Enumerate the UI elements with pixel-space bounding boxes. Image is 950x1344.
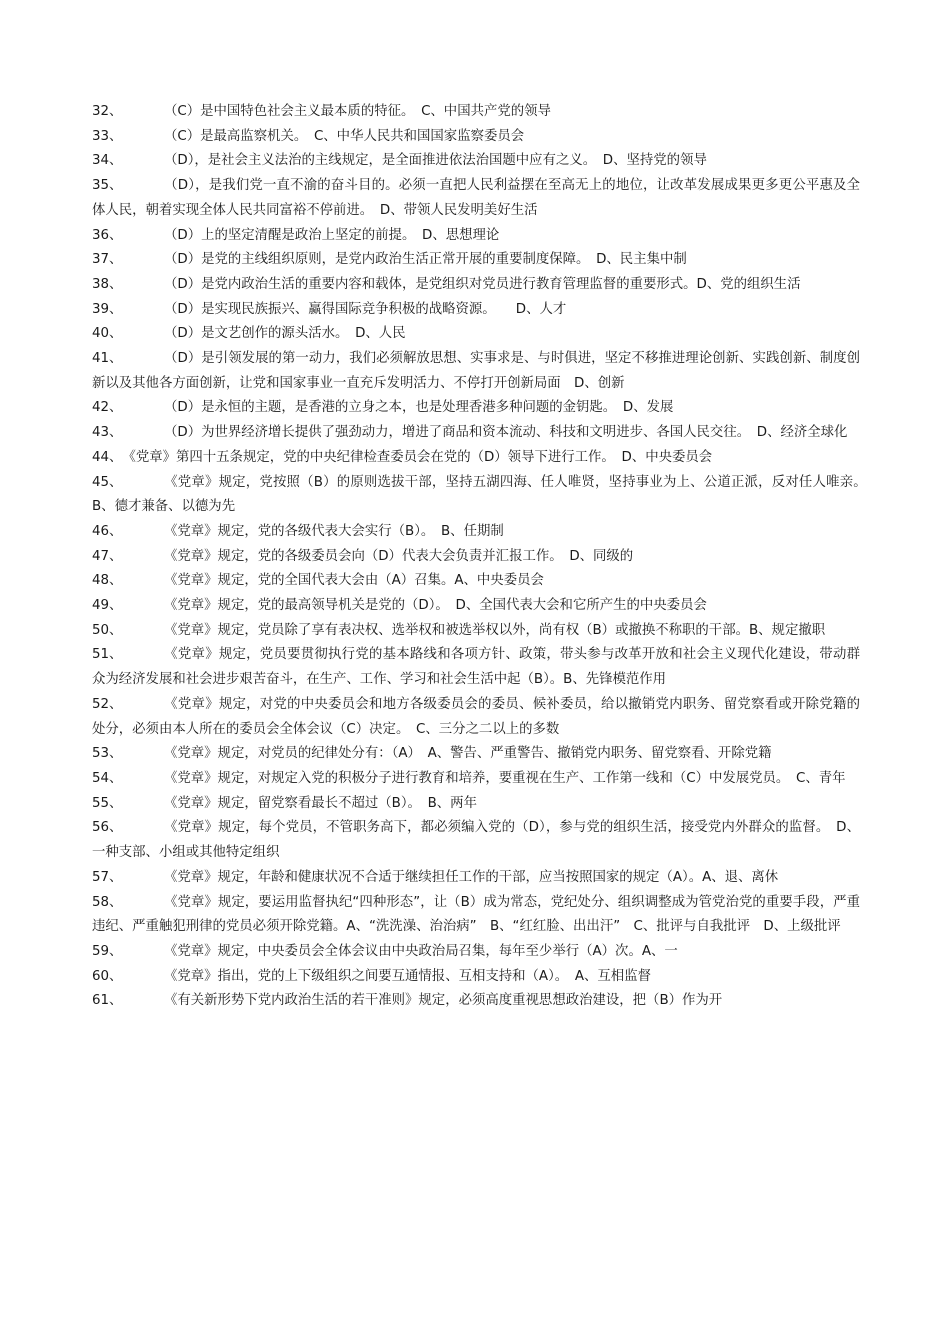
question-number: 34、 xyxy=(92,153,123,169)
question-number: 50、 xyxy=(92,622,123,638)
question-item xyxy=(92,446,860,471)
question-text: （C）是中国特色社会主义最本质的特征。 C、中国共产党的领导 xyxy=(164,104,551,119)
question-number: 51、 xyxy=(92,647,123,663)
question-number: 60、 xyxy=(92,968,123,984)
question-text: 《党章》规定，党按照（B）的原则选拔干部，坚持五湖四海、任人唯贤，坚持事业为上、公道正派，反对任人唯亲。 B、德才兼备、以德为先 xyxy=(92,474,874,515)
question-text: 《党章》规定，对党员的纪律处分有：（A） A、警告、严重警告、撤销党内职务、留党察看、开除党籍 xyxy=(164,746,772,762)
question-text: （C）是最高监察机关。 C、中华人民共和国国家监察委员会 xyxy=(164,128,525,144)
question-text: 《党章》规定，党员除了享有表决权、选举权和被选举权以外，尚有权（B）或撤换不称职的干部。B、规定撤职 xyxy=(164,622,826,638)
question-text: 《党章》规定，留党察看最长不超过（B）。 B、两年 xyxy=(164,795,477,811)
question-item xyxy=(92,891,860,940)
question-item xyxy=(92,273,860,298)
question-item xyxy=(92,989,860,1014)
question-text: （D），是社会主义法治的主线规定，是全面推进依法治国题中应有之义。 D、坚持党的领导 xyxy=(164,153,707,169)
question-item xyxy=(92,545,860,570)
question-number: 36、 xyxy=(92,227,123,243)
question-number: 37、 xyxy=(92,252,123,268)
question-text: 《党章》第四十五条规定，党的中央纪律检查委员会在党的（D）领导下进行工作。 D、中央委员会 xyxy=(122,449,713,465)
question-number: 43、 xyxy=(92,425,123,441)
question-text: 《党章》规定，党的各级代表大会实行（B）。 B、任期制 xyxy=(164,523,504,539)
question-item xyxy=(92,125,860,150)
question-text: 《党章》规定，党员要贯彻执行党的基本路线和各项方针、政策，带头参与改革开放和社会主义现代化建设，带动群众为经济发展和社会进步艰苦奋斗，在生产、工作、学习和社会生活中起（B）。B、先锋模范作用 xyxy=(92,647,860,688)
question-number: 41、 xyxy=(92,351,123,367)
question-text: 《党章》规定，党的全国代表大会由（A）召集。A、中央委员会 xyxy=(164,573,544,589)
question-item xyxy=(92,100,860,125)
question-number: 49、 xyxy=(92,598,123,614)
question-item xyxy=(92,322,860,347)
question-text: （D），是我们党一直不渝的奋斗目的。必须一直把人民利益摆在至高无上的地位，让改革发展成果更多更公平惠及全体人民，朝着实现全体人民共同富裕不停前进。 D、带领人民发明美好生活 xyxy=(92,178,860,218)
question-number: 59、 xyxy=(92,943,123,959)
question-text: 《有关新形势下党内政治生活的若干准则》规定，必须高度重视思想政治建设，把（B）作为开 xyxy=(164,993,723,1009)
question-item xyxy=(92,248,860,273)
question-text: 《党章》规定，要运用监督执纪“四种形态”，让（B）成为常态，党纪处分、组织调整成为管党治党的重要手段，严重违纪、严重触犯刑律的党员必须开除党籍。A、“洗洗澡、治治病” B、“红红脸、出出汗” C、批评与自我批评 D、上级批评 xyxy=(92,894,860,935)
question-item xyxy=(92,174,860,223)
question-number: 35、 xyxy=(92,178,123,194)
question-item xyxy=(92,594,860,619)
question-number: 47、 xyxy=(92,548,123,564)
question-number: 46、 xyxy=(92,523,123,539)
question-item xyxy=(92,421,860,446)
question-number: 61、 xyxy=(92,993,123,1009)
question-number: 45、 xyxy=(92,474,123,490)
question-text: （D）为世界经济增长提供了强劲动力，增进了商品和资本流动、科技和文明进步、各国人民交往。 D、经济全球化 xyxy=(164,425,848,441)
question-item xyxy=(92,792,860,817)
question-item xyxy=(92,149,860,174)
question-item xyxy=(92,693,860,742)
question-text: （D）是党内政治生活的重要内容和载体，是党组织对党员进行教育管理监督的重要形式。D、党的组织生活 xyxy=(164,276,801,292)
question-text: 《党章》规定，对规定入党的积极分子进行教育和培养，要重视在生产、工作第一线和（C）中发展党员。 C、青年 xyxy=(164,770,846,786)
question-number: 57、 xyxy=(92,869,123,885)
question-number: 52、 xyxy=(92,696,123,712)
question-text: 《党章》规定，年龄和健康状况不合适于继续担任工作的干部，应当按照国家的规定（A）。A、退、离休 xyxy=(164,869,779,885)
question-text: （D）是实现民族振兴、赢得国际竞争积极的战略资源。 D、人才 xyxy=(164,301,567,317)
question-item xyxy=(92,471,874,520)
question-number: 32、 xyxy=(92,104,123,119)
question-text: 《党章》规定，党的各级委员会向（D）代表大会负责并汇报工作。 D、同级的 xyxy=(164,548,634,564)
question-number: 56、 xyxy=(92,820,123,836)
question-text: （D）上的坚定清醒是政治上坚定的前提。 D、思想理论 xyxy=(164,227,500,243)
question-item xyxy=(92,742,860,767)
question-item xyxy=(92,298,860,323)
question-item xyxy=(92,569,860,594)
document-page xyxy=(92,100,874,1014)
question-text: （D）是党的主线组织原则，是党内政治生活正常开展的重要制度保障。 D、民主集中制 xyxy=(164,252,687,268)
question-number: 55、 xyxy=(92,795,123,811)
question-number: 33、 xyxy=(92,128,123,144)
question-item xyxy=(92,643,860,692)
question-text: 《党章》规定，党的最高领导机关是党的（D）。 D、全国代表大会和它所产生的中央委员会 xyxy=(164,598,707,614)
question-item xyxy=(92,767,860,792)
question-number: 44、 xyxy=(92,449,123,465)
question-item xyxy=(92,816,860,865)
question-text: 《党章》规定，中央委员会全体会议由中央政治局召集，每年至少举行（A）次。A、一 xyxy=(164,943,678,959)
question-item xyxy=(92,396,860,421)
question-number: 42、 xyxy=(92,400,123,416)
question-number: 54、 xyxy=(92,770,123,786)
question-number: 39、 xyxy=(92,301,123,317)
question-number: 38、 xyxy=(92,276,123,292)
question-text: （D）是文艺创作的源头活水。 D、人民 xyxy=(164,326,406,342)
question-text: 《党章》规定，每个党员，不管职务高下，都必须编入党的（D），参与党的组织生活，接受党内外群众的监督。 D、一种支部、小组或其他特定组织 xyxy=(92,820,860,861)
question-item xyxy=(92,224,860,249)
question-number: 58、 xyxy=(92,894,123,910)
question-item xyxy=(92,965,860,990)
question-number: 48、 xyxy=(92,573,123,589)
question-item xyxy=(92,940,860,965)
question-number: 53、 xyxy=(92,746,123,762)
question-text: 《党章》指出，党的上下级组织之间要互通情报、互相支持和（A）。 A、互相监督 xyxy=(164,968,651,984)
question-text: 《党章》规定，对党的中央委员会和地方各级委员会的委员、候补委员，给以撤销党内职务、留党察看或开除党籍的处分，必须由本人所在的委员会全体会议（C）决定。 C、三分之二以上的多数 xyxy=(92,696,860,737)
question-number: 40、 xyxy=(92,326,123,342)
question-text: （D）是永恒的主题，是香港的立身之本，也是处理香港多种问题的金钥匙。 D、发展 xyxy=(164,400,674,416)
question-item xyxy=(92,347,860,396)
question-item xyxy=(92,866,860,891)
question-text: （D）是引领发展的第一动力，我们必须解放思想、实事求是、与时俱进，坚定不移推进理论创新、实践创新、制度创新以及其他各方面创新，让党和国家事业一直充斥发明活力、不停打开创新局面 D、创新 xyxy=(92,351,860,391)
question-item xyxy=(92,520,860,545)
question-item xyxy=(92,619,860,644)
